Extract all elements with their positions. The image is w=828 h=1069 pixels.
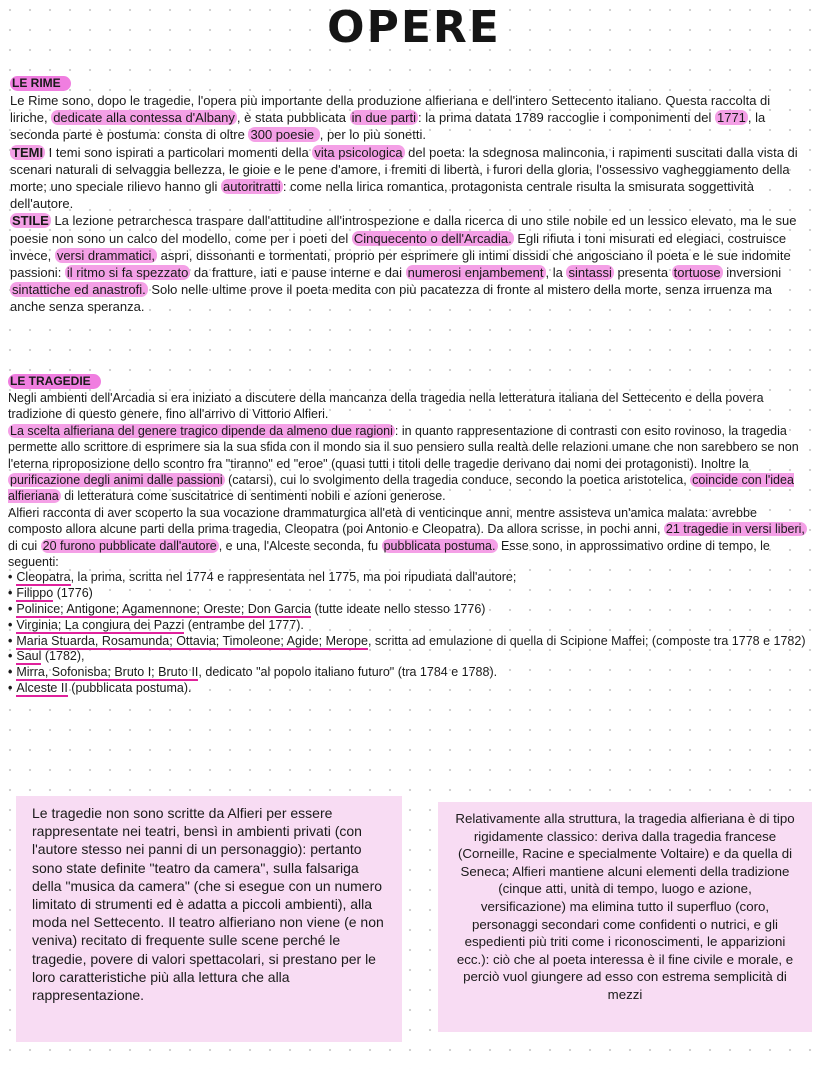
list-item: • Mirra, Sofonisba; Bruto I; Bruto II, dedicato "al popolo italiano futuro" (tra 1784 e 1788). bbox=[8, 665, 498, 680]
bullet-icon: • bbox=[8, 602, 13, 617]
bullet-icon: • bbox=[8, 633, 13, 648]
bullet-icon: • bbox=[8, 665, 13, 680]
bullet-icon: • bbox=[8, 649, 13, 664]
section-label-tragedie: LE TRAGEDIE bbox=[8, 374, 101, 389]
section-rime bbox=[10, 74, 810, 316]
list-item: • Cleopatra, la prima, scritta nel 1774 e rappresentata nel 1775, ma poi ripudiata dall'autore; bbox=[8, 570, 517, 585]
bullet-icon: • bbox=[8, 681, 13, 696]
rime-temi-paragraph: TEMI I temi sono ispirati a particolari momenti della vita psicologica del poeta: la sdegnosa malinconia, i rapimenti suscitati dalla vista di scenari naturali di selvaggia bellezza, le gioie e le pene d'amore, i fremiti di libertà, i furori della gloria, l'ossessivo vagheggiamento della morte; uno speciale rilievo hanno gli autoritratti : come nella lirica romantica, protagonista centrale risulta la smisurata soggettività dell'autore. bbox=[10, 144, 798, 212]
rime-stile-paragraph: STILE La lezione petrarchesca traspare dall'attitudine all'introspezione e dalla ricerca di uno stile nobile ed un lessico elevato, ma le sue poesie non sono un calco del modello, come per i poeti del Cinquecento o dell'Arcadia. Egli rifiuta i toni misurati ed elegiaci, costruisce invece, versi drammatici, aspri, dissonanti e tormentati, proprio per esprimere gli intimi dissidi che angosciano il poeta e le sue indomite passioni: il ritmo si fa spezzato da fratture, iati e pause interne e dai numerosi enjambement , la sintassi presenta tortuose inversioni sintattiche ed anastrofi. Solo nelle ultime prove il poeta medita con più pacatezza di fronte al mistero della morte, senza irruenza ma anche senza speranza. bbox=[10, 213, 797, 315]
tragedie-reasons-paragraph: La scelta alfieriana del genere tragico dipende da almeno due ragioni : in quanto rappresentazione di contrasti con esito rovinoso, la tragedia permette allo scrittore di esprimere sia la sua sfida con il mondo sia il suo pensiero sulla realtà delle relazioni umane che non sarebbero se non l'eterna riproposizione dello scontro fra "tiranno" ed "eroe" (quasi tutti i titoli delle tragedie derivano dai nomi dei protagonisti). Inoltre la purificazione degli animi dalle passioni (catarsi), cui lo svolgimento della tragedia conduce, secondo la poetica aristotelica, coincide con l'idea alfieriana di letteratura come suscitatrice di sentimenti nobili e azioni generose. bbox=[8, 423, 799, 504]
list-item: • Alceste II (pubblicata postuma). bbox=[8, 681, 192, 696]
note-box-struttura: Relativamente alla struttura, la tragedia alfieriana è di tipo rigidamente classico: deriva dalla tragedia francese (Corneille, Racine e specialmente Voltaire) e da quella di Seneca; Alfieri mantiene alcuni elementi della tradizione (cinque atti, unità di tempo, luogo e azione, versificazione) ma elimina tutto il superfluo (coro, personaggi secondari come confidenti o nutrici, e gli espedienti più triti come i riconoscimenti, le apparizioni ecc.): ciò che al poeta interessa è il fine civile e morale, e perciò vuol giungere ad esso con estrema semplicità di mezzi bbox=[438, 802, 812, 1032]
page-title: OPERE bbox=[327, 2, 501, 53]
bullet-icon: • bbox=[8, 570, 13, 585]
section-tragedie bbox=[8, 372, 814, 697]
tragedie-list bbox=[8, 570, 814, 696]
list-item: • Saul (1782), bbox=[8, 649, 85, 664]
list-item: • Maria Stuarda, Rosamunda; Ottavia; Timoleone; Agide; Merope, scritta ad emulazione di quella di Scipione Maffei; (composte tra 1778 e 1782) bbox=[8, 633, 806, 648]
section-label-rime: LE RIME bbox=[10, 76, 71, 91]
note-box-teatro-da-camera: Le tragedie non sono scritte da Alfieri per essere rappresentate nei teatri, bensì in ambienti privati (con l'autore stesso nei panni di un personaggio): pertanto sono state definite "teatro da camera", sulla falsariga della "musica da camera" (che si esegue con un numero limitato di strumenti ed è adatta a piccoli ambienti), alla moda nel Settecento. Il teatro alfieriano non viene (e non veniva) recitato di frequente sulle scene perché le tragedie, povere di valori spettacolari, si prestano per le loro caratteristiche più alla lettura che alla rappresentazione. bbox=[16, 796, 402, 1042]
rime-intro-paragraph: Le Rime sono, dopo le tragedie, l'opera più importante della produzione alfieriana e dell'intero Settecento italiano. Questa raccolta di liriche, dedicate alla contessa d'Albany , è stata pubblicata in due parti : la prima datata 1789 raccoglie i componimenti del 1771 , la seconda parte è postuma: consta di oltre 300 poesie , per lo più sonetti. bbox=[10, 93, 771, 143]
list-item: • Filippo (1776) bbox=[8, 586, 93, 601]
bullet-icon: • bbox=[8, 617, 13, 632]
bullet-icon: • bbox=[8, 586, 13, 601]
list-item: • Polinice; Antigone; Agamennone; Oreste; Don Garcia (tutte ideate nello stesso 1776) bbox=[8, 602, 486, 617]
tragedie-intro-paragraph: Negli ambienti dell'Arcadia si era iniziato a discutere della mancanza della tragedia nella letteratura italiana del Settecento e della povera tradizione di questo genere, fino all'arrivo di Vittorio Alfieri. bbox=[8, 391, 764, 422]
list-item: • Virginia; La congiura dei Pazzi (entrambe del 1777). bbox=[8, 617, 304, 632]
tragedie-vocazione-paragraph: Alfieri racconta di aver scoperto la sua vocazione drammaturgica all'età di venticinque anni, mentre assisteva un'amica malata: avrebbe composto allora alcune parti della prima tragedia, Cleopatra (poi Antonio e Cleopatra). Da allora scrisse, in pochi anni, 21 tragedie in versi liberi, di cui 20 furono pubblicate dall'autore , e una, l'Alceste seconda, fu pubblicata postuma. Esse sono, in approssimativo ordine di tempo, le seguenti: bbox=[8, 505, 805, 570]
